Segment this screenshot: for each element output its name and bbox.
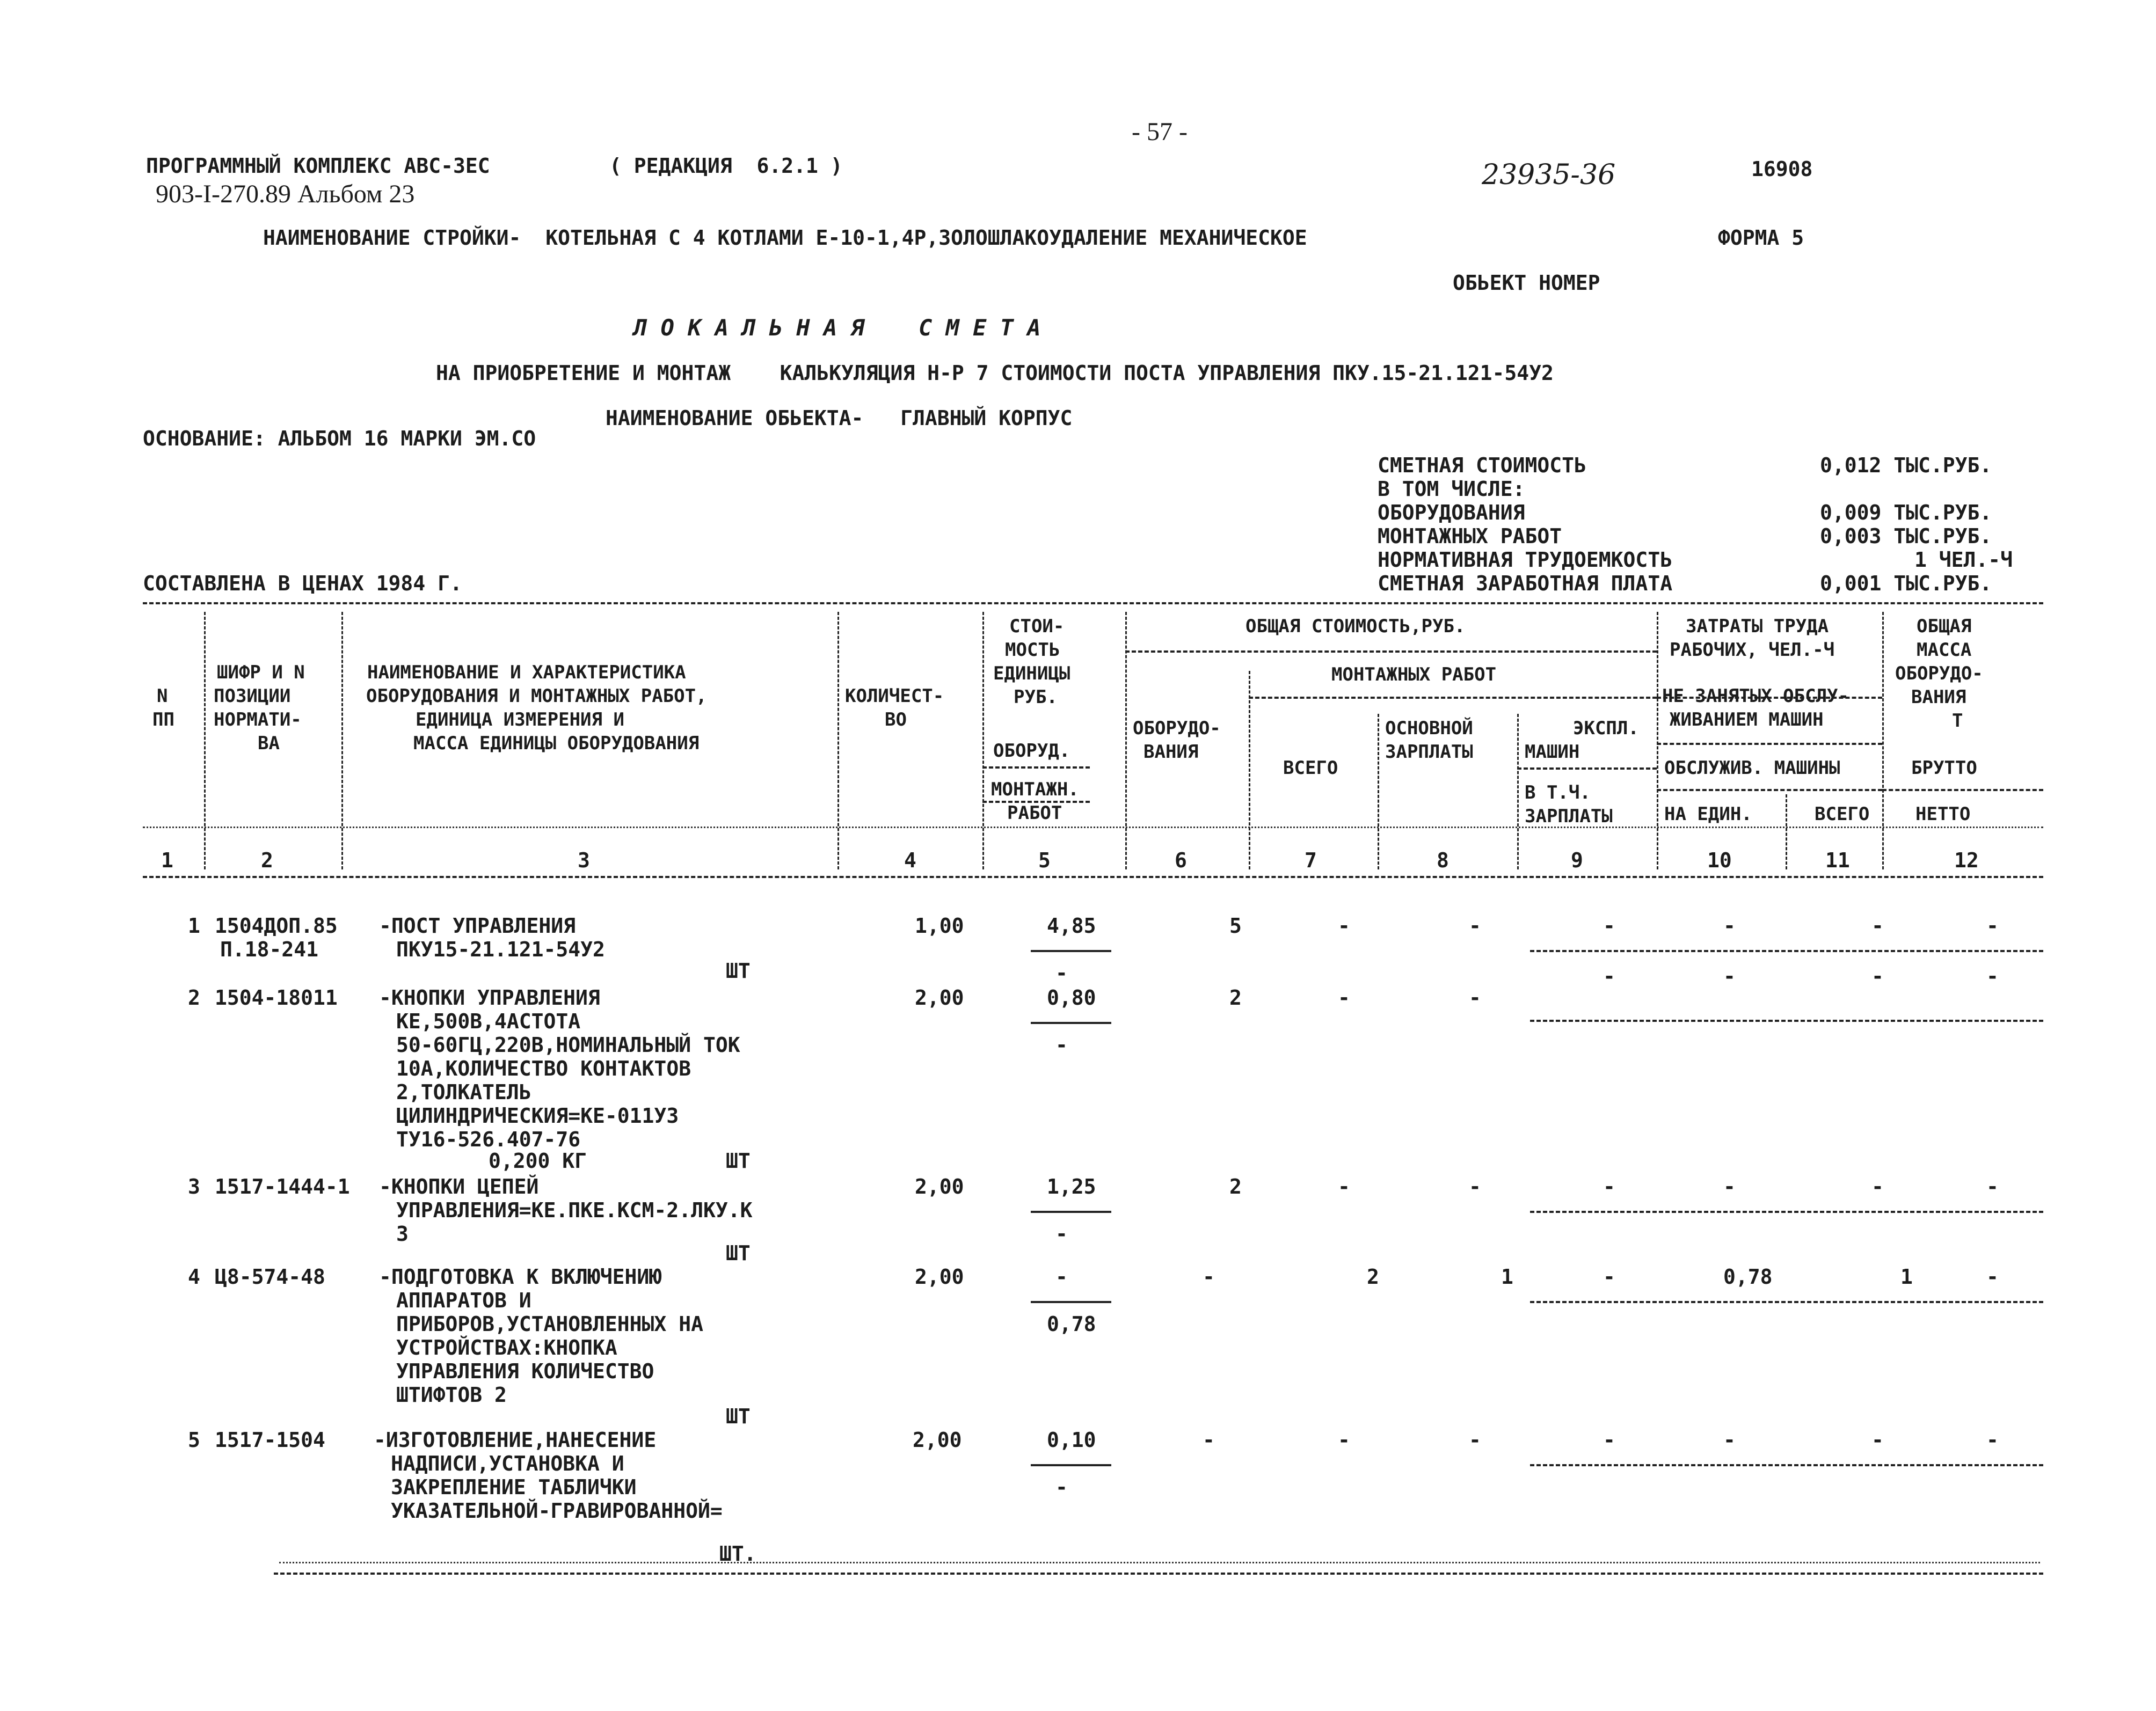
- header-c5: РУБ.: [1014, 686, 1058, 708]
- column-number: 4: [904, 849, 916, 872]
- row-name: ПРИБОРОВ,УСТАНОВЛЕННЫХ НА: [396, 1312, 703, 1336]
- row-number: 5: [188, 1428, 200, 1452]
- row-c11: -: [1871, 914, 1884, 938]
- row-c6: 2: [1229, 986, 1242, 1010]
- header-rule-labor2: [1657, 743, 1882, 745]
- program-name: ПРОГРАММНЫЙ КОМПЛЕКС АВС-3ЕС: [146, 154, 490, 178]
- col-divider: [341, 612, 343, 869]
- row-c7: -: [1338, 914, 1350, 938]
- row-price-rule: [1031, 1464, 1111, 1466]
- summary-value: 1 ЧЕЛ.-Ч: [1914, 548, 2013, 572]
- col-divider: [982, 612, 984, 869]
- column-number: 8: [1437, 849, 1449, 872]
- summary-label: ОБОРУДОВАНИЯ: [1378, 501, 1525, 524]
- summary-value: 0,003 ТЫС.РУБ.: [1820, 524, 1992, 548]
- row-unit: ШТ.: [719, 1542, 756, 1566]
- header-rule-labor3: [1657, 789, 1882, 791]
- header-rule-5: [982, 766, 1090, 769]
- row-qty: 2,00: [915, 1265, 964, 1289]
- header-c12: ВАНИЯ: [1911, 686, 1966, 708]
- row-name: ШТИФТОВ 2: [396, 1383, 507, 1407]
- header-rule-top: [143, 602, 2043, 604]
- row-name: УПРАВЛЕНИЯ=КЕ.ПКЕ.КСМ-2.ЛКУ.К: [396, 1198, 753, 1222]
- row-c11: -: [1871, 1428, 1884, 1452]
- row-name: ТУ16-526.407-76: [396, 1128, 581, 1151]
- header-c9: МАШИН: [1525, 741, 1580, 763]
- row-c12: -: [1986, 964, 1999, 988]
- row-rule: [1530, 1020, 2043, 1022]
- row-c7: 2: [1367, 1265, 1379, 1289]
- row-number: 3: [188, 1175, 200, 1198]
- row-name: 2,ТОЛКАТЕЛЬ: [396, 1080, 531, 1104]
- footer-rule: [274, 1573, 2043, 1575]
- row-c6: 2: [1229, 1175, 1242, 1198]
- summary-label: СМЕТНАЯ ЗАРАБОТНАЯ ПЛАТА: [1378, 572, 1673, 595]
- row-c12: -: [1986, 1265, 1999, 1289]
- header-c2: ВА: [258, 733, 280, 754]
- row-price2: -: [1055, 1475, 1068, 1499]
- header-c3: ОБОРУДОВАНИЯ И МОНТАЖНЫХ РАБОТ,: [366, 685, 707, 707]
- row-name: -ИЗГОТОВЛЕНИЕ,НАНЕСЕНИЕ: [374, 1428, 657, 1452]
- row-c11: -: [1871, 964, 1884, 988]
- row-c6: -: [1203, 1265, 1215, 1289]
- row-name: -ПОДГОТОВКА К ВКЛЮЧЕНИЮ: [379, 1265, 662, 1289]
- row-unit: ШТ: [726, 959, 751, 983]
- row-code: П.18-241: [220, 938, 319, 961]
- header-c1: ПП: [152, 709, 174, 730]
- header-c5: ЕДИНИЦЫ: [993, 663, 1070, 684]
- row-c9: -: [1603, 1265, 1615, 1289]
- row-name: 3: [396, 1222, 409, 1246]
- row-unit: ШТ: [726, 1149, 751, 1173]
- header-group-labor2: НЕ ЗАНЯТЫХ ОБСЛУ-: [1662, 685, 1849, 707]
- col-divider: [204, 612, 206, 869]
- header-c5: РАБОТ: [1007, 802, 1062, 824]
- row-c10: -: [1723, 914, 1736, 938]
- document-title: Л О К А Л Ь Н А Я С М Е Т А: [633, 315, 1041, 341]
- row-code: Ц8-574-48: [215, 1265, 325, 1289]
- header-c12: МАССА: [1917, 639, 1972, 661]
- row-unit: ШТ: [726, 1405, 751, 1428]
- header-c5: МОСТЬ: [1005, 639, 1060, 661]
- row-rule: [1530, 950, 2043, 952]
- row-price-rule: [1031, 1022, 1111, 1024]
- row-number: 2: [188, 986, 200, 1010]
- form-label: ФОРМА 5: [1718, 226, 1804, 250]
- row-name: УПРАВЛЕНИЯ КОЛИЧЕСТВО: [396, 1359, 654, 1383]
- row-price: 1,25: [1047, 1175, 1096, 1198]
- row-price2: 0,78: [1047, 1312, 1096, 1336]
- row-code: 1504-18011: [215, 986, 338, 1010]
- header-c12: ОБОРУДО-: [1895, 663, 1983, 684]
- col-divider: [1657, 612, 1658, 869]
- header-rule-dotted: [143, 827, 2043, 828]
- header-group-labor: РАБОЧИХ, ЧЕЛ.-Ч: [1670, 639, 1835, 661]
- row-code: 1504ДОП.85: [215, 914, 338, 938]
- row-price-rule: [1031, 1301, 1111, 1303]
- header-c2: ШИФР И N: [217, 662, 305, 683]
- header-c6: ВАНИЯ: [1143, 741, 1199, 763]
- row-c8: -: [1469, 986, 1481, 1010]
- object-name: НАИМЕНОВАНИЕ ОБЬЕКТА- ГЛАВНЫЙ КОРПУС: [606, 406, 1073, 430]
- album-reference: 903-I-270.89 Альбом 23: [156, 180, 415, 208]
- summary-label: МОНТАЖНЫХ РАБОТ: [1378, 524, 1562, 548]
- row-name: АППАРАТОВ И: [396, 1289, 531, 1312]
- basis: ОСНОВАНИЕ: АЛЬБОМ 16 МАРКИ ЭМ.СО: [143, 427, 536, 450]
- row-qty: 2,00: [915, 1175, 964, 1198]
- row-rule: [1530, 1211, 2043, 1213]
- column-number: 12: [1954, 849, 1979, 872]
- row-name: КЕ,500В,4АСТОТА: [396, 1010, 581, 1033]
- header-c5: МОНТАЖН.: [991, 779, 1079, 800]
- page-number: - 57 -: [1132, 118, 1188, 146]
- header-c3: НАИМЕНОВАНИЕ И ХАРАКТЕРИСТИКА: [367, 662, 686, 683]
- summary-label: СМЕТНАЯ СТОИМОСТЬ: [1378, 454, 1586, 477]
- header-rule-12: [1882, 789, 2043, 791]
- row-name: ЗАКРЕПЛЕНИЕ ТАБЛИЧКИ: [391, 1475, 637, 1499]
- header-c5: СТОИ-: [1009, 616, 1065, 637]
- row-c8: -: [1469, 1175, 1481, 1198]
- header-c9: В Т.Ч.: [1525, 782, 1591, 803]
- header-c11: ВСЕГО: [1815, 803, 1870, 825]
- header-group-labor: ЗАТРАТЫ ТРУДА: [1686, 616, 1829, 637]
- row-c12: -: [1986, 1428, 1999, 1452]
- header-c9: ЭКСПЛ.: [1573, 718, 1639, 739]
- row-price-rule: [1031, 950, 1111, 952]
- column-number: 3: [578, 849, 590, 872]
- header-c12: Т: [1952, 710, 1963, 732]
- row-c7: -: [1338, 986, 1350, 1010]
- object-number: ОБЬЕКТ НОМЕР: [1453, 271, 1600, 295]
- row-price2: -: [1055, 961, 1068, 985]
- row-mass: 0,200 КГ: [489, 1149, 587, 1173]
- row-c6: -: [1203, 1428, 1215, 1452]
- summary-label: В ТОМ ЧИСЛЕ:: [1378, 477, 1525, 501]
- row-c7: -: [1338, 1428, 1350, 1452]
- header-c4: КОЛИЧЕСТ-: [845, 685, 944, 707]
- row-c7: -: [1338, 1175, 1350, 1198]
- row-price-rule: [1031, 1211, 1111, 1213]
- header-c8: ОСНОВНОЙ: [1385, 718, 1473, 739]
- column-number: 1: [161, 849, 173, 872]
- col-divider: [837, 612, 839, 869]
- header-c9: ЗАРПЛАТЫ: [1525, 806, 1613, 827]
- row-price: 0,10: [1047, 1428, 1096, 1452]
- row-price: -: [1055, 1265, 1068, 1289]
- row-code: 1517-1504: [215, 1428, 325, 1452]
- row-unit: ШТ: [726, 1241, 751, 1265]
- col-divider: [1786, 794, 1787, 869]
- row-c9: -: [1603, 914, 1615, 938]
- column-number: 9: [1571, 849, 1583, 872]
- row-c6: 5: [1229, 914, 1242, 938]
- row-name: -КНОПКИ УПРАВЛЕНИЯ: [379, 986, 600, 1010]
- program-edition: ( РЕДАКЦИЯ 6.2.1 ): [609, 154, 843, 178]
- document-subtitle: НА ПРИОБРЕТЕНИЕ И МОНТАЖ КАЛЬКУЛЯЦИЯ Н-Р 7 СТОИМОСТИ ПОСТА УПРАВЛЕНИЯ ПКУ.15-21.121-54У2: [436, 361, 1554, 385]
- column-number: 7: [1305, 849, 1317, 872]
- row-code: 1517-1444-1: [215, 1175, 350, 1198]
- row-name: ПКУ15-21.121-54У2: [396, 938, 605, 961]
- header-c3: ЕДИНИЦА ИЗМЕРЕНИЯ И: [416, 709, 624, 730]
- row-c10: -: [1723, 964, 1736, 988]
- header-c5: ОБОРУД.: [993, 740, 1070, 762]
- header-group-total: ОБЩАЯ СТОИМОСТЬ,РУБ.: [1245, 616, 1466, 637]
- header-c2: ПОЗИЦИИ: [214, 685, 291, 707]
- header-c8: ЗАРПЛАТЫ: [1385, 741, 1473, 763]
- header-c12: ОБЩАЯ: [1917, 616, 1972, 637]
- row-price: 0,80: [1047, 986, 1096, 1010]
- row-number: 4: [188, 1265, 200, 1289]
- row-price: 4,85: [1047, 914, 1096, 938]
- row-rule: [1530, 1301, 2043, 1303]
- construction-name: НАИМЕНОВАНИЕ СТРОЙКИ- КОТЕЛЬНАЯ С 4 КОТЛАМИ Е-10-1,4Р,ЗОЛОШЛАКОУДАЛЕНИЕ МЕХАНИЧЕСКОЕ: [263, 226, 1307, 250]
- header-c1: N: [157, 685, 168, 707]
- header-group-labor2: ЖИВАНИЕМ МАШИН: [1670, 709, 1824, 730]
- column-number: 10: [1707, 849, 1732, 872]
- header-c2: НОРМАТИ-: [214, 709, 302, 730]
- col-divider: [1517, 714, 1519, 869]
- header-c12: НЕТТО: [1915, 803, 1971, 825]
- header-rule-9: [1517, 767, 1657, 770]
- row-c10: -: [1723, 1428, 1736, 1452]
- row-price2: -: [1055, 1033, 1068, 1057]
- row-c10: -: [1723, 1175, 1736, 1198]
- row-qty: 1,00: [915, 914, 964, 938]
- header-c6: ОБОРУДО-: [1133, 718, 1221, 739]
- header-rule-mont: [1249, 697, 1657, 699]
- header-rule-bottom: [143, 876, 2043, 878]
- document-code: 16908: [1751, 157, 1813, 181]
- row-name: -ПОСТ УПРАВЛЕНИЯ: [379, 914, 576, 938]
- row-number: 1: [188, 914, 200, 938]
- row-name: -КНОПКИ ЦЕПЕЙ: [379, 1175, 539, 1198]
- col-divider: [1249, 671, 1250, 869]
- row-c8: 1: [1501, 1265, 1513, 1289]
- summary-label: НОРМАТИВНАЯ ТРУДОЕМКОСТЬ: [1378, 548, 1673, 572]
- row-name: 50-60ГЦ,220В,НОМИНАЛЬНЫЙ ТОК: [396, 1033, 740, 1057]
- header-c10: НА ЕДИН.: [1664, 803, 1752, 825]
- row-c9: -: [1603, 1175, 1615, 1198]
- row-qty: 2,00: [913, 1428, 962, 1452]
- row-c9: -: [1603, 1428, 1615, 1452]
- column-number: 6: [1175, 849, 1187, 872]
- header-labor-sub: ОБСЛУЖИВ. МАШИНЫ: [1664, 757, 1840, 779]
- summary-value: 0,009 ТЫС.РУБ.: [1820, 501, 1992, 524]
- document-number: 23935-36: [1482, 159, 1616, 191]
- row-name: ЦИЛИНДРИЧЕСКИЯ=КЕ-011У3: [396, 1104, 679, 1128]
- row-c8: -: [1469, 914, 1481, 938]
- row-name: УКАЗАТЕЛЬНОЙ-ГРАВИРОВАННОЙ=: [391, 1499, 723, 1523]
- header-group-mont: МОНТАЖНЫХ РАБОТ: [1331, 664, 1497, 685]
- row-name: УСТРОЙСТВАХ:КНОПКА: [396, 1336, 617, 1359]
- header-c7: ВСЕГО: [1283, 757, 1338, 779]
- column-number: 2: [261, 849, 273, 872]
- row-rule: [1530, 1464, 2043, 1466]
- col-divider: [1882, 612, 1884, 869]
- header-c3: МАССА ЕДИНИЦЫ ОБОРУДОВАНИЯ: [413, 733, 700, 754]
- row-c10: 0,78: [1723, 1265, 1773, 1289]
- row-price2: -: [1055, 1222, 1068, 1246]
- row-name: НАДПИСИ,УСТАНОВКА И: [391, 1452, 624, 1475]
- header-c4: ВО: [885, 709, 907, 730]
- price-basis: СОСТАВЛЕНА В ЦЕНАХ 1984 Г.: [143, 572, 462, 595]
- row-name: 10А,КОЛИЧЕСТВО КОНТАКТОВ: [396, 1057, 691, 1080]
- row-c9: -: [1603, 964, 1615, 988]
- col-divider: [1378, 714, 1379, 869]
- col-divider: [1125, 612, 1127, 869]
- column-number: 11: [1825, 849, 1850, 872]
- summary-value: 0,012 ТЫС.РУБ.: [1820, 454, 1992, 477]
- header-c12: БРУТТО: [1911, 757, 1977, 779]
- summary-value: 0,001 ТЫС.РУБ.: [1820, 572, 1992, 595]
- row-c11: 1: [1900, 1265, 1913, 1289]
- row-c8: -: [1469, 1428, 1481, 1452]
- row-c11: -: [1871, 1175, 1884, 1198]
- row-c12: -: [1986, 914, 1999, 938]
- row-c12: -: [1986, 1175, 1999, 1198]
- row-qty: 2,00: [915, 986, 964, 1010]
- footer-rule-dotted: [279, 1562, 2040, 1563]
- column-number: 5: [1038, 849, 1051, 872]
- header-rule-total: [1125, 650, 1657, 653]
